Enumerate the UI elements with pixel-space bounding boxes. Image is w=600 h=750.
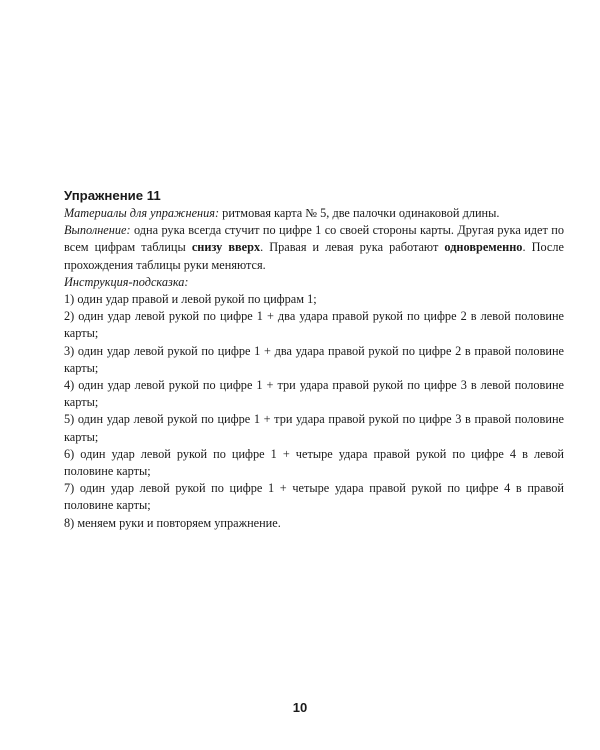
- step-item: 2) один удар левой рукой по цифре 1 + два удара правой рукой по цифре 2 в левой половине карты;: [64, 309, 564, 341]
- page-number: 10: [292, 700, 308, 715]
- execution-text-1: одна рука всегда стучит по цифре 1 со своей стороны карты. Другая рука идет по всем цифрам таблицы: [64, 223, 564, 255]
- step-item: 1) один удар правой и левой рукой по цифрам 1;: [64, 292, 317, 307]
- step-item: 3) один удар левой рукой по цифре 1 + два удара правой рукой по цифре 2 в правой половине карты;: [64, 343, 564, 375]
- step-item: 6) один удар левой рукой по цифре 1 + четыре удара правой рукой по цифре 4 в левой половине карты;: [64, 446, 564, 479]
- materials-label: Материалы для упражнения:: [64, 206, 220, 220]
- execution-label: Выполнение:: [64, 223, 131, 238]
- step-item: 5) один удар левой рукой по цифре 1 + три удара правой рукой по цифре 3 в правой половине карты;: [64, 412, 564, 444]
- execution-paragraph: [64, 222, 564, 274]
- step-item: 8) меняем руки и повторяем упражнение.: [64, 515, 281, 530]
- step-item: 7) один удар левой рукой по цифре 1 + четыре удара правой рукой по цифре 4 в правой половине карты;: [64, 481, 564, 513]
- materials-text: ритмовая карта № 5, две палочки одинаковой длины.: [219, 206, 500, 220]
- execution-bold-1: снизу вверх: [191, 240, 261, 255]
- execution-text-2: . Правая и левая рука работают: [260, 240, 445, 255]
- exercise-block: [64, 187, 564, 532]
- step-item: 4) один удар левой рукой по цифре 1 + три удара правой рукой по цифре 3 в левой половине карты;: [64, 378, 564, 410]
- hint-label: Инструкция-подсказка:: [64, 274, 189, 289]
- execution-bold-2: одновременно: [444, 240, 523, 255]
- exercise-title: Упражнение 11: [64, 188, 161, 203]
- execution-text-3: . После прохождения таблицы руки меняются.: [64, 240, 564, 272]
- materials-paragraph: [64, 205, 564, 222]
